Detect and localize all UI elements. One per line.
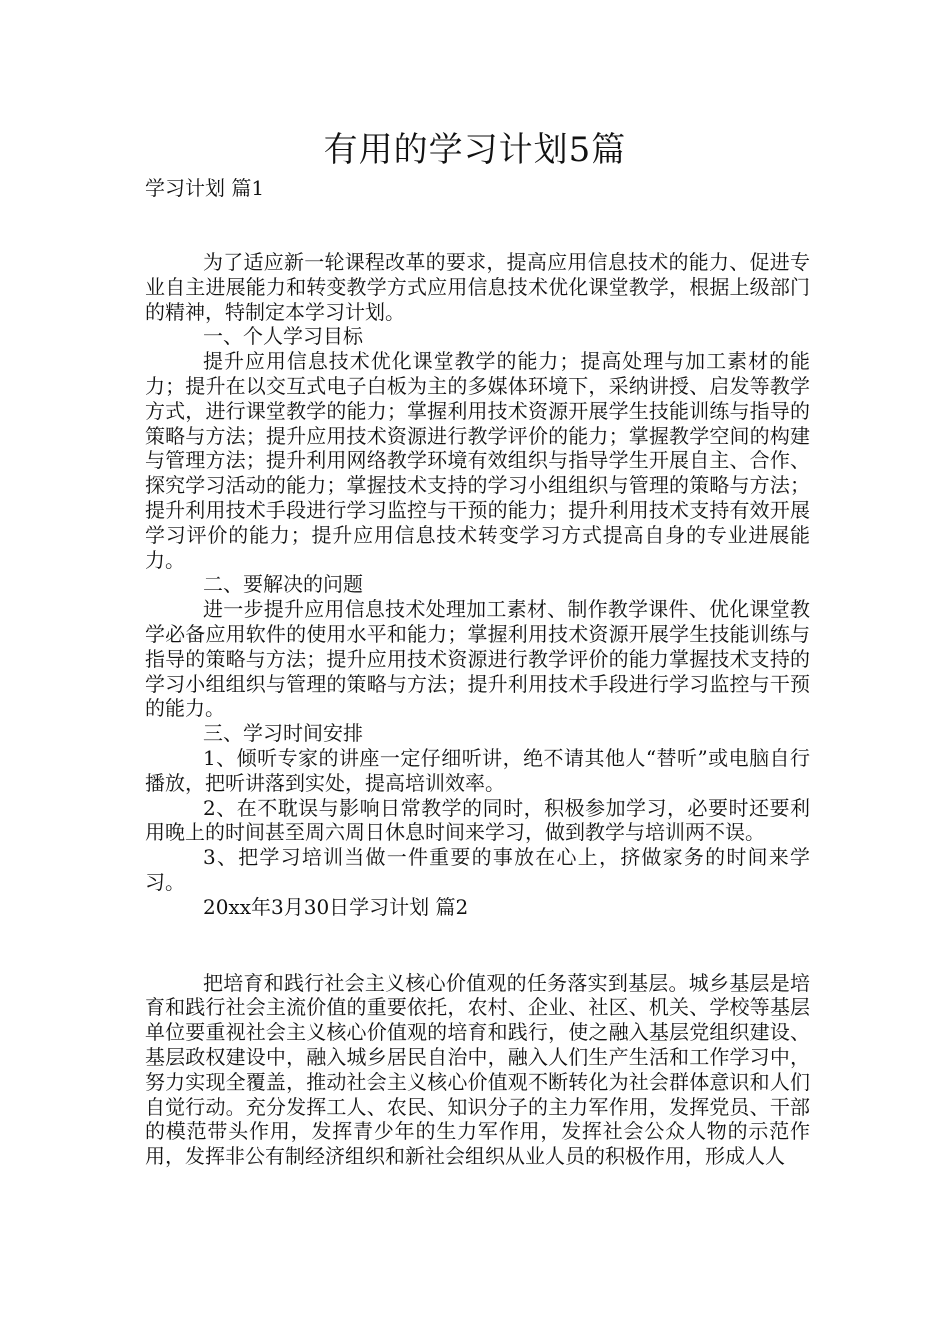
- document-title: 有用的学习计划5篇: [323, 130, 627, 170]
- date-and-section-heading-2: 20xx年3月30日学习计划 篇2: [203, 894, 469, 919]
- intro-paragraph: 为了适应新一轮课程改革的要求，提高应用信息技术的能力、促进专业自主进展能力和转变教学方式应用信息技术优化课堂教学，根据上级部门的精神，特制定本学习计划。: [145, 250, 810, 324]
- paragraph-section-2: 把培育和践行社会主义核心价值观的任务落实到基层。城乡基层是培育和践行社会主流价值的重要依托，农村、企业、社区、机关、学校等基层单位要重视社会主义核心价值观的培育和践行，使之融入基层党组织建设、基层政权建设中，融入城乡居民自治中，融入人们生产生活和工作学习中，努力实现全覆盖，推动社会主义核心价值观不断转化为社会群体意识和人们自觉行动。充分发挥工人、农民、知识分子的主力军作用，发挥党员、干部的模范带头作用，发挥青少年的生力军作用，发挥社会公众人物的示范作用，发挥非公有制经济组织和新社会组织从业人员的积极作用，形成人人: [145, 970, 810, 1169]
- paragraph-goals: 提升应用信息技术优化课堂教学的能力；提高处理与加工素材的能力；提升在以交互式电子白板为主的多媒体环境下，采纳讲授、启发等教学方式，进行课堂教学的能力；掌握利用技术资源开展学生技能训练与指导的策略与方法；提升应用技术资源进行教学评价的能力；掌握教学空间的构建与管理方法；提升利用网络教学环境有效组织与指导学生开展自主、合作、探究学习活动的能力；掌握技术支持的学习小组组织与管理的策略与方法；提升利用技术手段进行学习监控与干预的能力；提升利用技术支持有效开展学习评价的能力；提升应用信息技术转变学习方式提高自身的专业进展能力。: [145, 349, 810, 572]
- heading-problems: 二、要解决的问题: [203, 572, 363, 597]
- schedule-item-1: 1、倾听专家的讲座一定仔细听讲，绝不请其他人“替听”或电脑自行播放，把听讲落到实处，提高培训效率。: [145, 745, 810, 795]
- schedule-item-3: 3、把学习培训当做一件重要的事放在心上，挤做家务的时间来学习。: [145, 845, 810, 894]
- paragraph-problems: 进一步提升应用信息技术处理加工素材、制作教学课件、优化课堂教学必备应用软件的使用水平和能力；掌握利用技术资源开展学生技能训练与指导的策略与方法；提升应用技术资源进行教学评价的能力掌握技术支持的学习小组组织与管理的策略与方法；提升利用技术手段进行学习监控与干预的能力。: [145, 597, 810, 721]
- section-heading-1: 学习计划 篇1: [145, 176, 265, 200]
- spacer: [145, 920, 810, 971]
- heading-personal-goals: 一、个人学习目标: [203, 324, 363, 349]
- schedule-item-2: 2、在不耽误与影响日常教学的同时，积极参加学习，必要时还要利用晚上的时间甚至周六周日休息时间来学习，做到教学与培训两不误。: [145, 795, 810, 845]
- document-body: [145, 250, 810, 1169]
- heading-schedule: 三、学习时间安排: [203, 721, 363, 746]
